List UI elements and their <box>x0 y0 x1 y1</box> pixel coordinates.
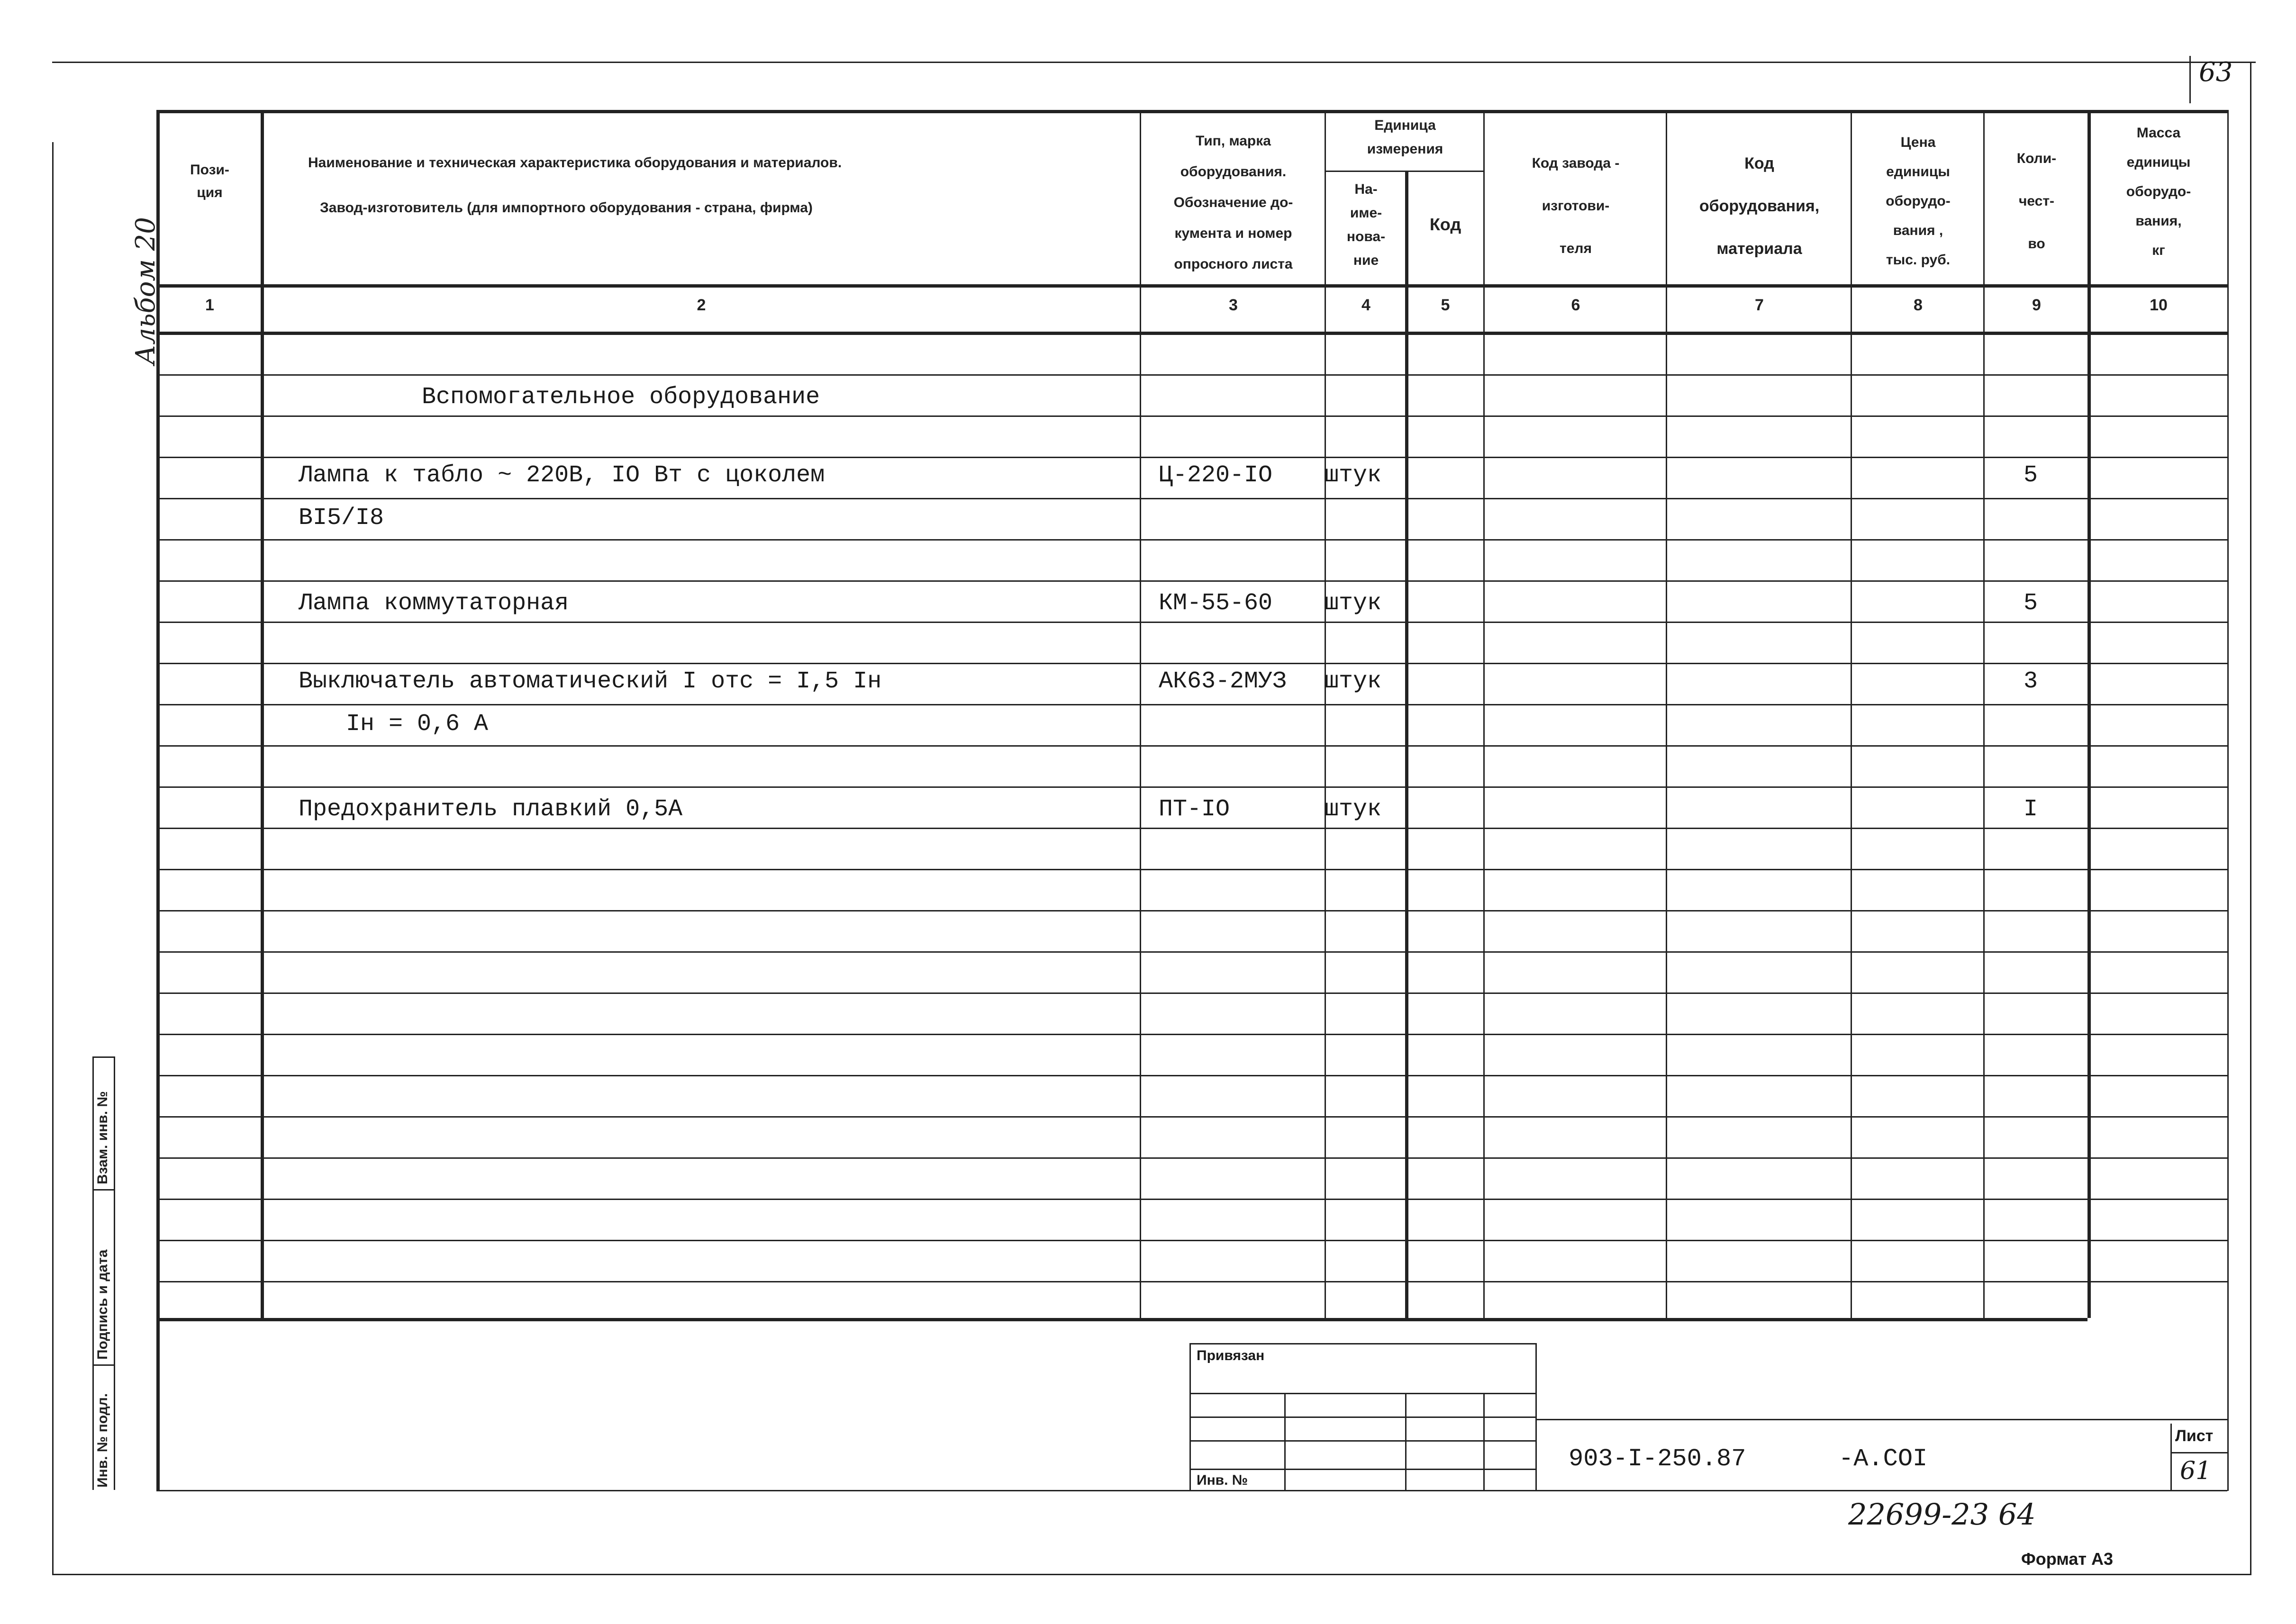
left-stamp-replace: Взам. инв. № <box>95 1091 110 1184</box>
table-row-line <box>156 580 2227 582</box>
left-stamp-inner-line <box>92 1056 94 1490</box>
table-row-line <box>156 1116 2227 1118</box>
left-stamp-sign: Подпись и дата <box>95 1249 110 1360</box>
table-row-line <box>156 374 2227 376</box>
header-mass: Масса единицы оборудо- вания, кг <box>2126 125 2191 258</box>
item-3-type: АК63-2МУЗ <box>1159 668 1287 695</box>
title-block-top <box>1535 1419 2227 1420</box>
header-position: Пози- ция <box>190 162 229 200</box>
item-1-type: Ц-220-IO <box>1159 462 1273 489</box>
header-unit-group: Единица измерения <box>1367 117 1443 157</box>
item-1-unit: штук <box>1325 462 1382 489</box>
table-row-line <box>156 415 2227 417</box>
archive-number: 22699-23 64 <box>1848 1497 2036 1532</box>
col-line-5 <box>1483 110 1485 1318</box>
col-number-2: 2 <box>697 296 706 314</box>
header-name: Наименование и техническая характеристика оборудования и материалов. <box>308 155 842 171</box>
stamp-col-1 <box>1284 1393 1286 1490</box>
sheet-number: 61 <box>2180 1457 2212 1485</box>
col-number-8: 8 <box>1914 296 1923 314</box>
col-number-6: 6 <box>1571 296 1580 314</box>
item-2-unit: штук <box>1325 590 1382 617</box>
doc-code: 903-I-250.87 <box>1569 1445 1746 1473</box>
table-row-line <box>156 539 2227 541</box>
col-number-1: 1 <box>205 296 214 314</box>
stamp-top <box>1189 1343 1535 1344</box>
item-2-name: Лампа коммутаторная <box>299 590 569 617</box>
stamp-inv-label: Инв. № <box>1197 1472 1248 1488</box>
item-4-qty: I <box>2024 796 2038 823</box>
left-stamp-div-1 <box>92 1189 114 1191</box>
header-bottom-line <box>156 284 2227 288</box>
item-2-qty: 5 <box>2024 590 2038 617</box>
sheet-box-divider <box>2170 1452 2227 1453</box>
col-number-9: 9 <box>2032 296 2041 314</box>
item-3-name: Выключатель автоматический Ι отс = I,5 Ιн <box>299 668 882 695</box>
outer-right-border <box>2250 62 2251 1575</box>
table-row-line <box>156 622 2227 623</box>
header-quantity: Коли- чест- во <box>2016 151 2057 252</box>
page-number-box <box>2189 56 2191 103</box>
table-row-line <box>156 704 2227 705</box>
header-type: Тип, марка оборудования. Обозначение до- кумента и номер опросного листа <box>1173 133 1293 272</box>
col-line-8 <box>1983 110 1985 1318</box>
header-unit-code: Код <box>1429 215 1461 234</box>
table-row-line <box>156 828 2227 829</box>
table-row-line <box>156 910 2227 911</box>
table-top-border <box>156 110 2227 113</box>
table-row-line <box>156 1240 2227 1241</box>
table-row-line <box>156 1281 2227 1282</box>
table-row-line <box>156 663 2227 664</box>
table-row-line <box>156 1157 2227 1159</box>
item-3-qty: 3 <box>2024 668 2038 695</box>
outer-bottom-border <box>52 1574 2251 1575</box>
col-line-4 <box>1405 171 1408 1318</box>
col-number-3: 3 <box>1229 296 1238 314</box>
col-number-4: 4 <box>1361 296 1370 314</box>
left-stamp-div-2 <box>92 1364 114 1366</box>
table-row-line <box>156 1199 2227 1200</box>
stamp-col-2 <box>1405 1393 1407 1490</box>
table-row-line <box>156 457 2227 458</box>
table-row-line <box>156 745 2227 747</box>
table-row-line <box>156 992 2227 994</box>
left-stamp-outer-line <box>114 1056 115 1490</box>
stamp-right <box>1535 1343 1537 1490</box>
table-bottom-border <box>156 1490 2227 1491</box>
table-row-line <box>156 951 2227 953</box>
table-left-border <box>156 110 160 1491</box>
table-row-line <box>156 498 2227 499</box>
table-row-line <box>156 869 2227 870</box>
item-4-name: Предохранитель плавкий 0,5А <box>299 796 683 823</box>
item-1-name-cont: BI5/I8 <box>299 505 384 532</box>
table-row-line <box>156 1034 2227 1035</box>
doc-code-suffix: -А.СОI <box>1839 1445 1928 1473</box>
col-line-3 <box>1325 110 1326 1318</box>
table-right-border <box>2227 110 2229 1491</box>
outer-left-border <box>52 142 54 1574</box>
header-price: Цена единицы оборудо- вания , тыс. руб. <box>1886 135 1951 268</box>
stamp-col-3 <box>1483 1393 1485 1490</box>
col-line-2 <box>1140 110 1141 1318</box>
table-row-line <box>156 1075 2227 1076</box>
format-label: Формат А3 <box>2021 1549 2114 1569</box>
unit-group-divider <box>1325 171 1483 172</box>
header-unit-name: На- име- нова- ние <box>1346 181 1386 268</box>
header-factory-code: Код завода - изготови- теля <box>1532 155 1620 256</box>
album-label: Альбом 20 <box>130 217 161 365</box>
col-number-5: 5 <box>1441 296 1450 314</box>
stamp-bound-label: Привязан <box>1197 1348 1265 1363</box>
left-stamp-inv: Инв. № подл. <box>95 1393 110 1488</box>
header-equipment-code: Код оборудования, материала <box>1699 154 1820 258</box>
col-line-6 <box>1666 110 1667 1318</box>
item-4-type: ПТ-IO <box>1159 796 1230 823</box>
col-number-7: 7 <box>1755 296 1764 314</box>
item-3-unit: штук <box>1325 668 1382 695</box>
outer-top-border <box>52 62 2256 63</box>
col-line-9 <box>2087 110 2091 1318</box>
item-4-unit: штук <box>1325 796 1382 823</box>
table-row-line <box>156 786 2227 788</box>
item-1-name: Лампа к табло ~ 220В, IO Вт с цоколем <box>299 462 825 489</box>
page-number-top: 63 <box>2199 57 2233 88</box>
item-1-qty: 5 <box>2024 462 2038 489</box>
body-bottom-left <box>156 1318 1405 1321</box>
section-title: Вспомогательное оборудование <box>422 384 820 411</box>
col-line-7 <box>1851 110 1852 1318</box>
header-manufacturer: Завод-изготовитель (для импортного оборудования - страна, фирма) <box>320 200 813 216</box>
sheet-box-left <box>2170 1424 2172 1490</box>
body-frame-top <box>1405 332 2087 335</box>
body-frame-bottom <box>1405 1318 2087 1321</box>
sheet-label: Лист <box>2175 1427 2214 1445</box>
left-stamp-top <box>92 1056 114 1058</box>
col-line-1 <box>261 110 264 1318</box>
col-number-10: 10 <box>2150 296 2168 314</box>
item-2-type: КМ-55-60 <box>1159 590 1273 617</box>
item-3-name-cont: Ιн = 0,6 А <box>346 711 489 738</box>
